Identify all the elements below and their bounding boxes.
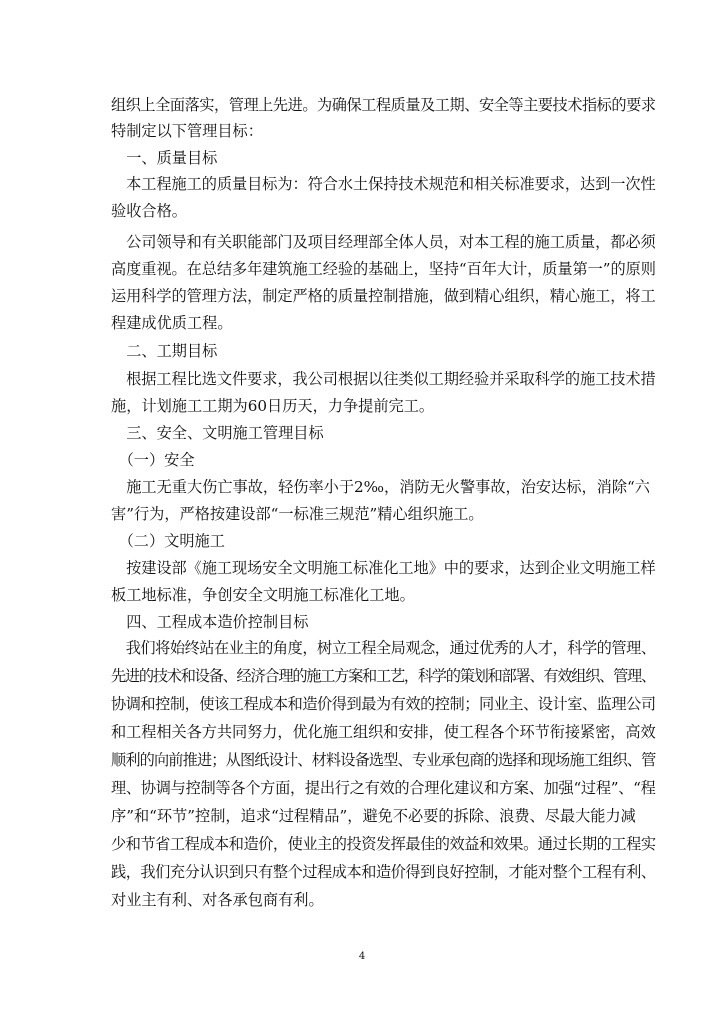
section-heading: 二、工期目标 bbox=[111, 342, 218, 360]
section-heading: 四、工程成本造价控制目标 bbox=[111, 613, 309, 631]
text-line: 本工程施工的质量目标为：符合水土保持技术规范和相关标准要求，达到一次性 bbox=[111, 175, 656, 193]
text-line: 程建成优质工程。 bbox=[111, 314, 233, 332]
text-line: 序”和“环节”控制，追求“过程精品”，避免不必要的拆除、浪费、尽最大能力减 bbox=[111, 807, 636, 825]
text-line: 按建设部《施工现场安全文明施工标准化工地》中的要求，达到企业文明施工样 bbox=[111, 559, 656, 577]
text-line: 运用科学的管理方法，制定严格的质量控制措施，做到精心组织，精心施工，将工 bbox=[111, 287, 656, 305]
text-line: 施工无重大伤亡事故，轻伤率小于2‰，消防无火警事故，治安达标，消除“六 bbox=[111, 478, 650, 496]
subsection-heading: （二）文明施工 bbox=[111, 532, 225, 550]
text-line: 特制定以下管理目标： bbox=[111, 122, 263, 140]
text-line: 板工地标准，争创安全文明施工标准化工地。 bbox=[111, 586, 415, 604]
text-line: 协调和控制，使该工程成本和造价得到最为有效的控制；同业主、设计室、监理公司 bbox=[111, 695, 656, 713]
text-line: 公司领导和有关职能部门及项目经理部全体人员，对本工程的施工质量，都必须 bbox=[111, 233, 656, 251]
section-heading: 一、质量目标 bbox=[111, 149, 218, 167]
text-line: 组织上全面落实，管理上先进。为确保工程质量及工期、安全等主要技术指标的要求 bbox=[111, 96, 656, 114]
text-line: 和工程相关各方共同努力，优化施工组织和安排，使工程各个环节衔接紧密，高效 bbox=[111, 723, 656, 741]
text-line: 顺利的向前推进；从图纸设计、材料设备选型、专业承包商的选择和现场施工组织、管 bbox=[111, 751, 656, 769]
text-line: 根据工程比选文件要求，我公司根据以往类似工期经验并采取科学的施工技术措 bbox=[111, 370, 656, 388]
text-line: 对业主有利、对各承包商有利。 bbox=[111, 891, 324, 909]
text-line: 少和节省工程成本和造价，使业主的投资发挥最佳的效益和效果。通过长期的工程实 bbox=[111, 835, 656, 853]
text-line: 理、协调与控制等各个方面，提出行之有效的合理化建议和方案、加强“过程”、“程 bbox=[111, 779, 656, 797]
subsection-heading: （一）安全 bbox=[111, 451, 195, 469]
text-line: 验收合格。 bbox=[111, 202, 187, 220]
section-heading: 三、安全、文明施工管理目标 bbox=[111, 424, 324, 442]
page-number: 4 bbox=[358, 951, 366, 962]
text-line: 先进的技术和设备、经济合理的施工方案和工艺，科学的策划和部署、有效组织、管理、 bbox=[111, 667, 655, 685]
text-line: 我们将始终站在业主的角度，树立工程全局观念，通过优秀的人才，科学的管理、 bbox=[111, 639, 656, 657]
text-line: 高度重视。在总结多年建筑施工经验的基础上，坚持“百年大计，质量第一”的原则 bbox=[111, 260, 656, 278]
text-line: 践，我们充分认识到只有整个过程成本和造价得到良好控制，才能对整个工程有利、 bbox=[111, 863, 656, 881]
text-line: 害”行为，严格按建设部“一标准三规范”精心组织施工。 bbox=[111, 505, 484, 523]
text-line: 施，计划施工工期为60日历天，力争提前完工。 bbox=[111, 397, 435, 415]
